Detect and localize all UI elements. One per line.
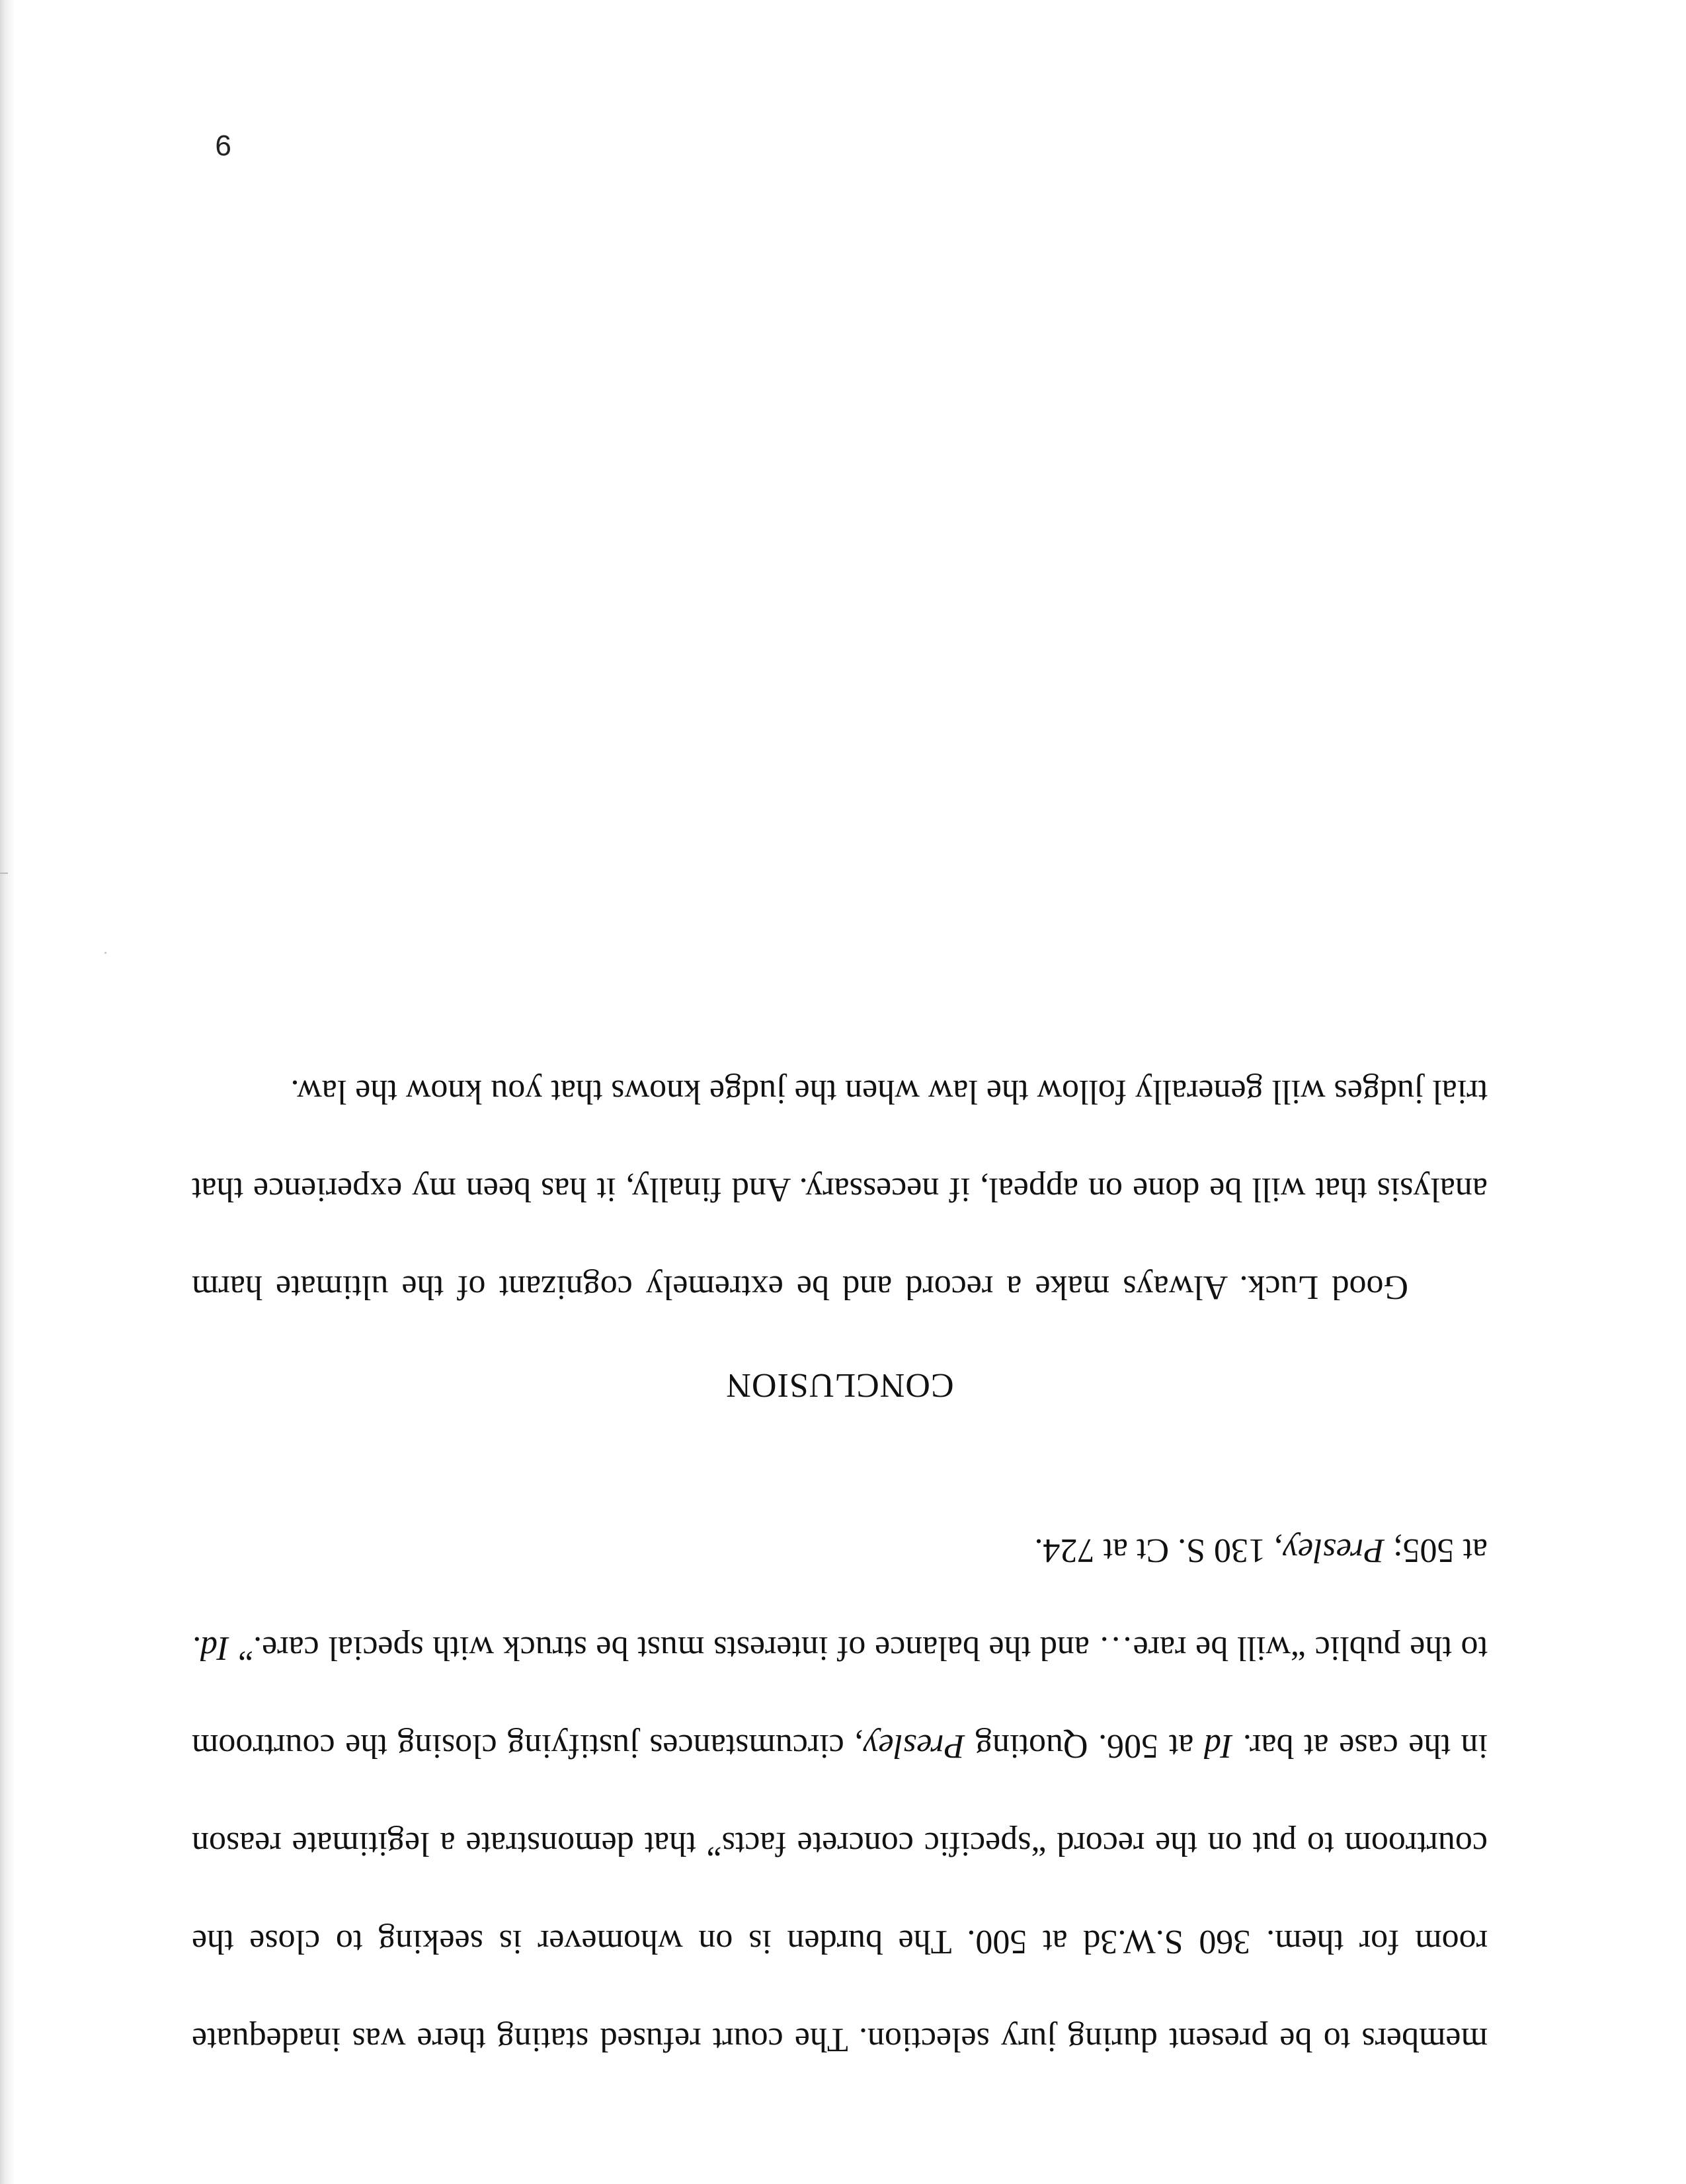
citation-italic-text: Presley <box>863 1727 965 1765</box>
paragraph-text-segment: , 130 S. Ct at 724. <box>1034 1532 1283 1569</box>
paragraph-text-segment: , circumstances justifying closing the courtroom to the public “will be rare… and the balance of interests must be struck with special care.” <box>191 1629 1488 1765</box>
page-number: 9 <box>215 129 231 161</box>
citation-italic-text: Presley <box>1283 1532 1385 1569</box>
paragraph-text-segment: members to be present during jury selection. The court refused stating there was inadequate room for them. 360 S.W.3d at 500. The burden is on whomever is seeking to close the courtroom to put on the record “specific concrete facts” that demonstrate a legitimate reason in the case at bar. <box>192 1727 1488 2058</box>
paragraph-courtroom-closure <box>192 1501 1488 2088</box>
paragraph-text-segment: at 505; <box>1385 1532 1488 1569</box>
paragraph-text-segment: Good Luck. Always make a record and be extremely cognizant of the ultimate harm analysis that will be done on appeal, if necessary. And finally, it has been my experience that trial judges will generally follow the law when the judge knows that you know the law. <box>192 1073 1488 1306</box>
paragraph-conclusion <box>192 1042 1488 1336</box>
body-text-conclusion <box>192 1042 1488 1336</box>
paragraph-text-segment: at 506. Quoting <box>965 1727 1204 1765</box>
conclusion-heading: CONCLUSION <box>725 1366 954 1404</box>
body-text-before-conclusion <box>192 1501 1488 2088</box>
citation-italic-text: Id <box>1203 1727 1233 1765</box>
citation-italic-text: Id. <box>192 1629 229 1667</box>
